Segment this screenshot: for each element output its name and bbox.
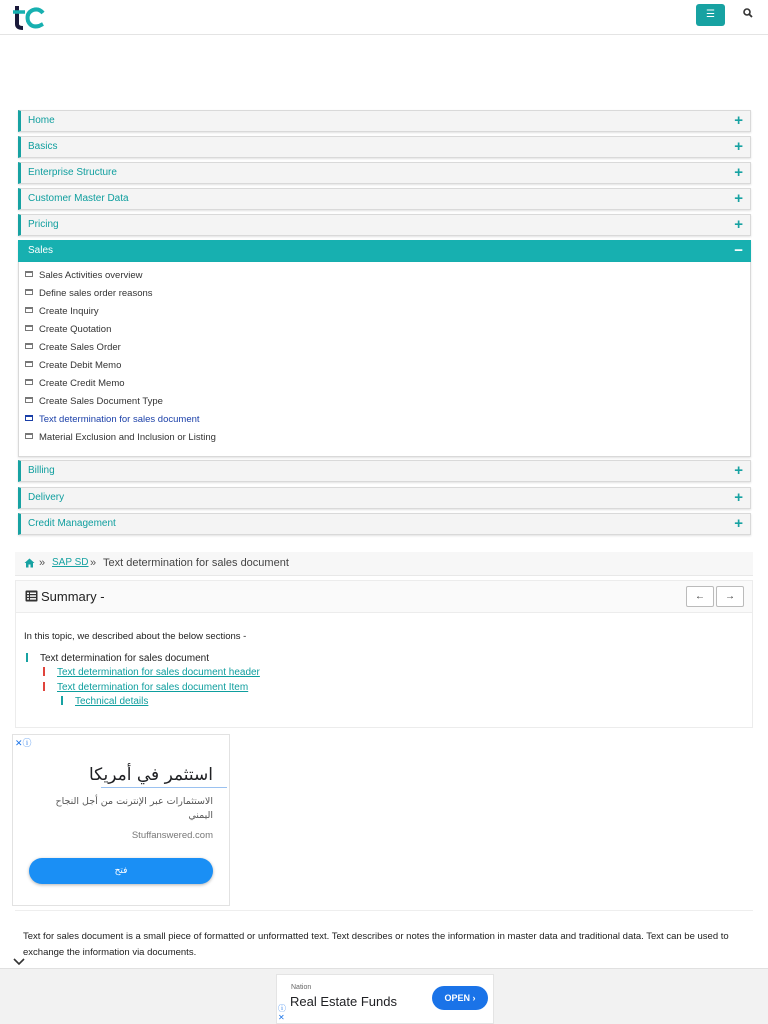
article-paragraph: Text for sales document is a small piece of formatted or unformatted text. Text describes or notes the information in master data and traditional data. Text can be used to exchange the information via documents. [23, 931, 729, 958]
submenu-item[interactable] [25, 306, 99, 320]
book-icon [25, 343, 33, 349]
toc-item [43, 667, 260, 678]
accordion-pricing[interactable] [18, 214, 751, 236]
breadcrumb [15, 552, 753, 576]
submenu-item-label: Create Sales Document Type [39, 396, 163, 407]
breadcrumb-separator: » [90, 557, 97, 569]
bottom-ad[interactable] [276, 974, 494, 1024]
accordion-label: Basics [28, 141, 58, 152]
accordion-label: Enterprise Structure [28, 167, 117, 178]
menu-icon: ☰ [706, 9, 715, 20]
toc-item [61, 696, 148, 707]
arrow-right-icon: → [725, 591, 735, 602]
open-book-icon [25, 415, 33, 421]
summary-title: Summary - [41, 589, 105, 604]
accordion-label: Pricing [28, 219, 59, 230]
submenu-item-active[interactable] [25, 414, 200, 428]
search-icon[interactable] [742, 7, 754, 19]
ad-headline[interactable]: Real Estate Funds [290, 994, 397, 1009]
submenu-item-label: Create Quotation [39, 324, 112, 335]
previous-button[interactable] [686, 586, 714, 607]
ad-brand: Nation [291, 984, 312, 991]
submenu-item[interactable] [25, 432, 216, 446]
accordion-customer-master-data[interactable] [18, 188, 751, 210]
submenu-item-label: Create Sales Order [39, 342, 121, 353]
summary-panel [15, 580, 753, 728]
accordion-label: Delivery [28, 492, 65, 503]
toc-bullet [43, 667, 45, 676]
submenu-item-label: Create Credit Memo [39, 378, 125, 389]
accordion-billing[interactable] [18, 460, 751, 482]
breadcrumb-separator: » [39, 557, 46, 569]
submenu-item[interactable] [25, 288, 153, 302]
plus-icon: + [734, 515, 743, 532]
submenu-item[interactable] [25, 324, 111, 338]
minus-icon: − [734, 242, 743, 259]
toc-item [26, 653, 209, 664]
book-icon [25, 289, 33, 295]
accordion-label: Home [28, 115, 55, 126]
plus-icon: + [734, 190, 743, 207]
toc-link-item[interactable]: Text determination for sales document Item [57, 682, 249, 693]
chevron-down-icon[interactable] [12, 956, 26, 968]
submenu-item[interactable] [25, 360, 121, 374]
ad-title-underline [101, 787, 227, 788]
book-icon [25, 271, 33, 277]
list-alt-icon [25, 590, 38, 602]
breadcrumb-link-sap-sd[interactable]: SAP SD [52, 557, 89, 568]
toc-bullet [26, 653, 28, 662]
submenu-item[interactable] [25, 378, 125, 392]
plus-icon: + [734, 138, 743, 155]
arrow-left-icon: ← [695, 591, 705, 602]
book-icon [25, 379, 33, 385]
summary-header [16, 581, 752, 613]
book-icon [25, 361, 33, 367]
ad-info-icon[interactable]: ⓘ✕ [278, 1004, 286, 1022]
accordion-basics[interactable] [18, 136, 751, 158]
accordion-label: Sales [28, 245, 54, 256]
book-icon [25, 325, 33, 331]
menu-button[interactable] [696, 4, 725, 26]
book-icon [25, 433, 33, 439]
submenu-item[interactable] [25, 342, 121, 356]
submenu-item-label: Create Inquiry [39, 306, 99, 317]
submenu-item-label: Material Exclusion and Inclusion or Listing [39, 432, 216, 443]
accordion-label: Credit Management [28, 518, 116, 529]
top-navbar [0, 0, 768, 35]
accordion-home[interactable] [18, 110, 751, 132]
plus-icon: + [734, 216, 743, 233]
sales-submenu [18, 262, 751, 457]
plus-icon: + [734, 462, 743, 479]
book-icon [25, 397, 33, 403]
ad-close-icon[interactable]: ✕ⓘ [15, 738, 32, 748]
ad-title[interactable]: استثمر في أمريكا [88, 765, 213, 785]
breadcrumb-current: Text determination for sales document [103, 557, 289, 569]
ad-domain: Stuffanswered.com [131, 830, 213, 841]
toc-link-header[interactable]: Text determination for sales document header [57, 667, 260, 678]
ad-banner[interactable] [12, 734, 230, 906]
submenu-item-label: Define sales order reasons [39, 288, 153, 299]
accordion-delivery[interactable] [18, 487, 751, 509]
book-icon [25, 307, 33, 313]
summary-intro: In this topic, we described about the below sections - [24, 631, 247, 642]
accordion-sales[interactable] [18, 240, 751, 262]
ad-open-button[interactable]: فتح [29, 858, 213, 884]
toc-item [43, 682, 248, 693]
submenu-item-label: Text determination for sales document [39, 414, 200, 425]
toc-label: Text determination for sales document [40, 653, 209, 664]
plus-icon: + [734, 489, 743, 506]
accordion-label: Billing [28, 465, 55, 476]
site-logo[interactable] [11, 2, 47, 32]
toc-bullet [43, 682, 45, 691]
ad-open-button[interactable]: OPEN › [432, 986, 488, 1010]
plus-icon: + [734, 112, 743, 129]
submenu-item[interactable] [25, 270, 142, 284]
submenu-item-label: Sales Activities overview [39, 270, 143, 281]
accordion-label: Customer Master Data [28, 193, 129, 204]
ad-description: الاستثمارات عبر الإنترنت من أجل النجاح اليمني [55, 796, 213, 821]
toc-bullet [61, 696, 63, 705]
toc-link-technical-details[interactable]: Technical details [75, 696, 149, 707]
plus-icon: + [734, 164, 743, 181]
submenu-item-label: Create Debit Memo [39, 360, 122, 371]
article-content [15, 910, 753, 960]
submenu-item[interactable] [25, 396, 163, 410]
accordion-enterprise-structure[interactable] [18, 162, 751, 184]
next-button[interactable] [716, 586, 744, 607]
accordion-credit-management[interactable] [18, 513, 751, 535]
home-icon[interactable] [24, 558, 35, 568]
